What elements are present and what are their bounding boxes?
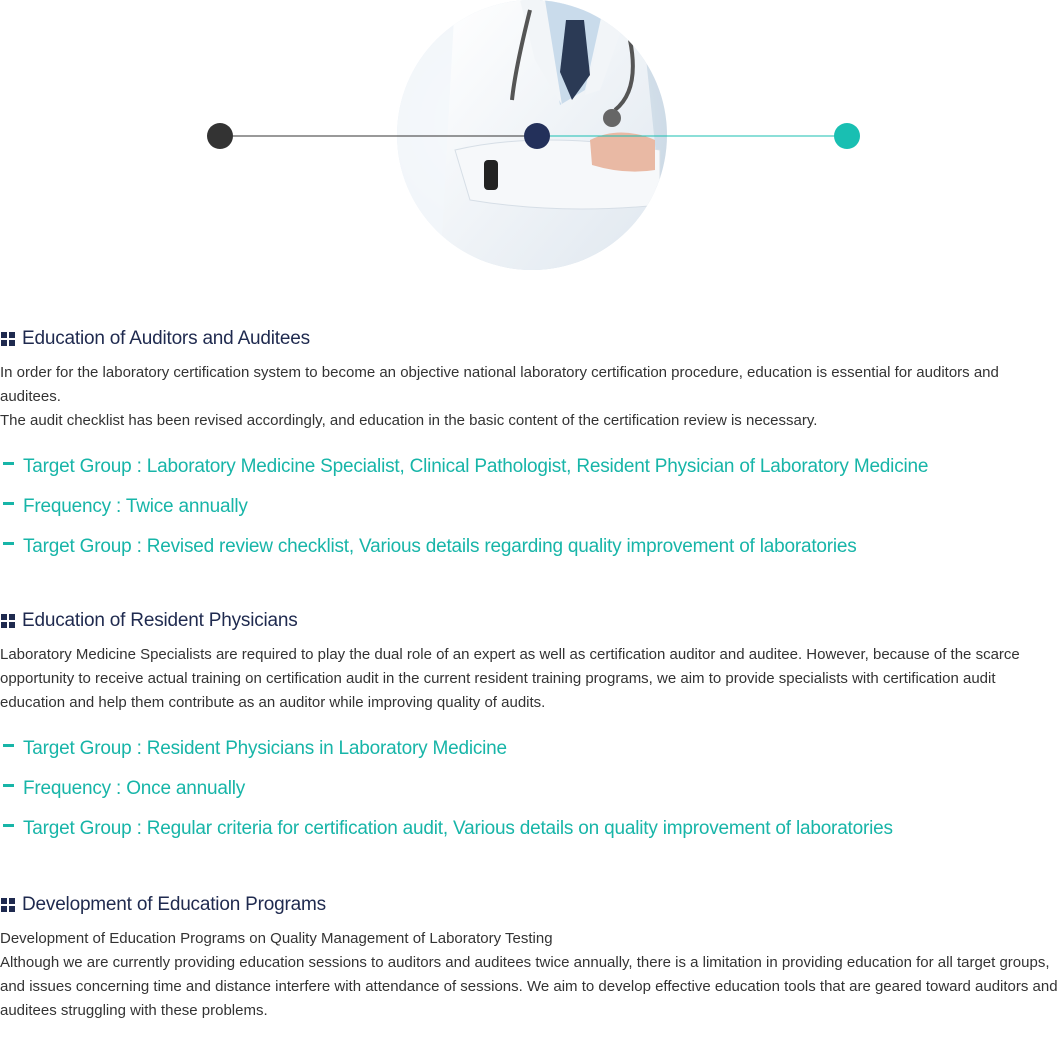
timeline-dot-left [207, 123, 233, 149]
list-item-text: Frequency : Once annually [23, 778, 246, 799]
info-list [0, 729, 1060, 849]
section-title [0, 326, 1060, 352]
list-item-text: Target Group : Regular criteria for certification audit, Various details on quality improvement of laboratories [23, 818, 893, 839]
section-description [0, 361, 1060, 433]
list-item [0, 769, 1060, 809]
list-item [0, 487, 1060, 527]
dash-icon [3, 784, 14, 787]
section-program-development [0, 892, 1060, 1023]
list-item [0, 527, 1060, 567]
list-item-text: Target Group : Laboratory Medicine Specialist, Clinical Pathologist, Resident Physician of Laboratory Medicine [23, 456, 929, 477]
four-squares-icon [1, 614, 15, 628]
timeline-dot-center [524, 123, 550, 149]
four-squares-icon [1, 898, 15, 912]
dash-icon [3, 824, 14, 827]
section-title [0, 892, 1060, 918]
list-item [0, 729, 1060, 769]
dash-icon [3, 744, 14, 747]
list-item [0, 447, 1060, 487]
dash-icon [3, 502, 14, 505]
list-item [0, 809, 1060, 849]
hero-banner [0, 0, 1060, 280]
list-item-text: Target Group : Resident Physicians in Laboratory Medicine [23, 738, 507, 759]
section-title [0, 608, 1060, 634]
dash-icon [3, 462, 14, 465]
section-title-text: Development of Education Programs [22, 894, 326, 915]
section-description [0, 643, 1060, 715]
section-resident-education [0, 608, 1060, 849]
info-list [0, 447, 1060, 567]
dash-icon [3, 542, 14, 545]
description-paragraph: Although we are currently providing education sessions to auditors and auditees twice annually, there is a limitation in providing education for all target groups, and issues concerning time and distance interfere with attendance of sessions. We aim to develop effective education tools that are geared toward auditors and auditees struggling with these problems. [0, 954, 1058, 1019]
list-item-text: Target Group : Revised review checklist, Various details regarding quality improvement of laboratories [23, 536, 857, 557]
description-paragraph: In order for the laboratory certification system to become an objective national laboratory certification procedure, education is essential for auditors and auditees. [0, 364, 999, 405]
description-paragraph: Laboratory Medicine Specialists are required to play the dual role of an expert as well as certification auditor and auditee. However, because of the scarce opportunity to receive actual training on certification audit in the current resident training programs, we aim to provide specialists with certification audit education and help them contribute as an auditor while improving quality of audits. [0, 646, 1020, 711]
section-title-text: Education of Resident Physicians [22, 610, 298, 631]
section-description [0, 927, 1060, 1023]
doctor-photo [0, 0, 1060, 280]
section-title-text: Education of Auditors and Auditees [22, 328, 310, 349]
timeline-dot-right [834, 123, 860, 149]
list-item-text: Frequency : Twice annually [23, 496, 248, 517]
description-paragraph: Development of Education Programs on Quality Management of Laboratory Testing [0, 930, 553, 947]
four-squares-icon [1, 332, 15, 346]
description-paragraph: The audit checklist has been revised accordingly, and education in the basic content of the certification review is necessary. [0, 412, 818, 429]
section-auditors-education [0, 326, 1060, 567]
